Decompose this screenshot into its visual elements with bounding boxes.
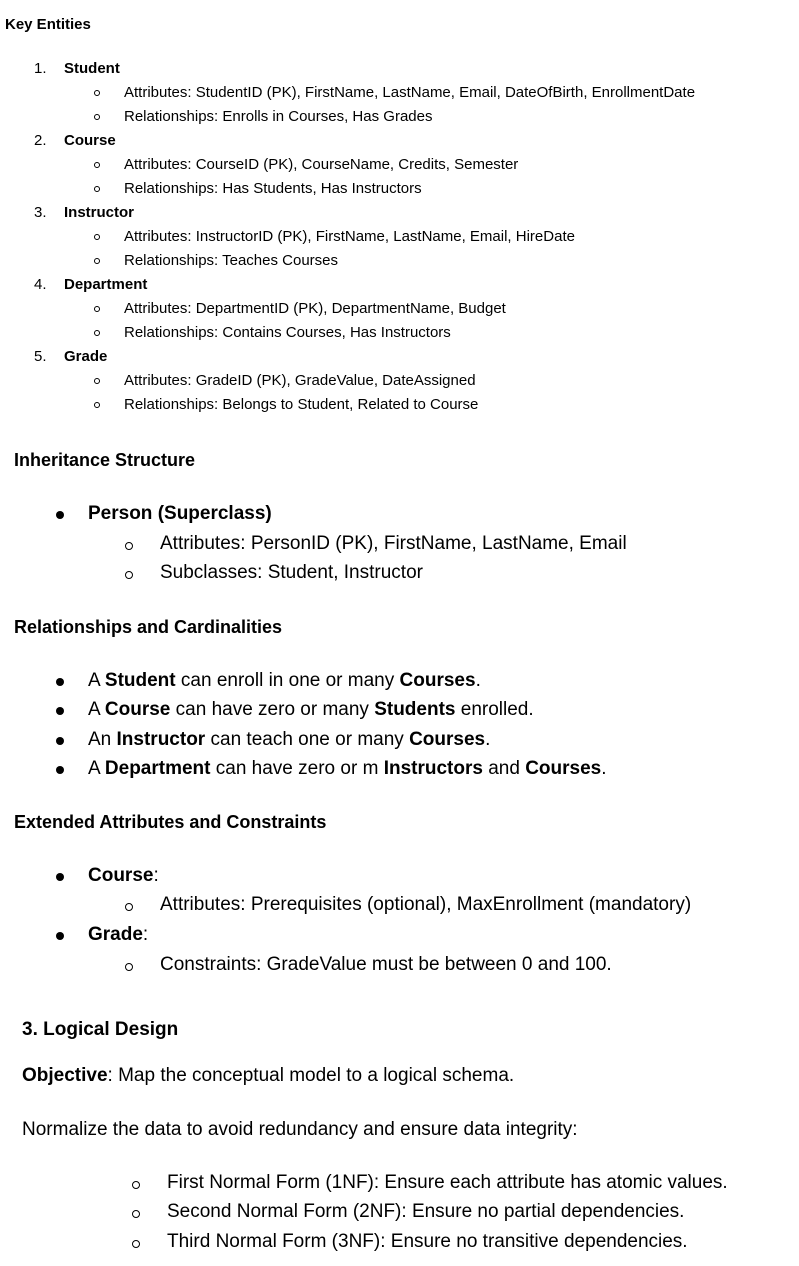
entity-number: 1.: [34, 60, 47, 77]
entity-name-department: Department: [64, 276, 148, 293]
hollow-bullet-icon: [94, 90, 100, 96]
filled-bullet-icon: [56, 707, 64, 715]
hollow-bullet-icon: [94, 162, 100, 168]
filled-bullet-icon: [56, 873, 64, 881]
entity-number: 3.: [34, 204, 47, 221]
entity-number: 5.: [34, 348, 47, 365]
hollow-bullet-icon: [94, 234, 100, 240]
relationship-item: A Course can have zero or many Students enrolled.: [88, 699, 534, 720]
key-entities-heading: Key Entities: [5, 16, 91, 33]
hollow-bullet-icon: [94, 330, 100, 336]
entity-relationships: Relationships: Belongs to Student, Related to Course: [124, 396, 479, 413]
hollow-bullet-icon: [132, 1181, 140, 1189]
hollow-bullet-icon: [94, 186, 100, 192]
hollow-bullet-icon: [94, 378, 100, 384]
relationship-item: An Instructor can teach one or many Courses.: [88, 729, 491, 750]
superclass-name: Person (Superclass): [88, 503, 272, 524]
normal-form-3nf: Third Normal Form (3NF): Ensure no transitive dependencies.: [167, 1231, 688, 1252]
entity-name-course: Course: [64, 132, 116, 149]
relationship-item: A Department can have zero or m Instructors and Courses.: [88, 758, 607, 779]
entity-relationships: Relationships: Has Students, Has Instructors: [124, 180, 422, 197]
normal-form-1nf: First Normal Form (1NF): Ensure each attribute has atomic values.: [167, 1172, 728, 1193]
hollow-bullet-icon: [94, 258, 100, 264]
extended-grade: Grade:: [88, 924, 149, 945]
filled-bullet-icon: [56, 511, 64, 519]
extended-course-attributes: Attributes: Prerequisites (optional), MaxEnrollment (mandatory): [160, 894, 692, 915]
subclasses: Subclasses: Student, Instructor: [160, 562, 423, 583]
normalize-line: Normalize the data to avoid redundancy and ensure data integrity:: [22, 1119, 578, 1140]
superclass-attributes: Attributes: PersonID (PK), FirstName, LastName, Email: [160, 533, 627, 554]
entity-attributes: Attributes: InstructorID (PK), FirstName, LastName, Email, HireDate: [124, 228, 575, 245]
entity-number: 4.: [34, 276, 47, 293]
entity-relationships: Relationships: Contains Courses, Has Instructors: [124, 324, 451, 341]
entity-relationships: Relationships: Enrolls in Courses, Has Grades: [124, 108, 433, 125]
filled-bullet-icon: [56, 932, 64, 940]
hollow-bullet-icon: [125, 963, 133, 971]
hollow-bullet-icon: [125, 571, 133, 579]
entity-attributes: Attributes: DepartmentID (PK), DepartmentName, Budget: [124, 300, 506, 317]
entity-name-instructor: Instructor: [64, 204, 135, 221]
hollow-bullet-icon: [132, 1210, 140, 1218]
extended-grade-constraint: Constraints: GradeValue must be between 0 and 100.: [160, 954, 612, 975]
relationships-heading: Relationships and Cardinalities: [14, 617, 283, 637]
hollow-bullet-icon: [94, 306, 100, 312]
hollow-bullet-icon: [94, 114, 100, 120]
normal-form-2nf: Second Normal Form (2NF): Ensure no partial dependencies.: [167, 1201, 685, 1222]
entity-attributes: Attributes: StudentID (PK), FirstName, LastName, Email, DateOfBirth, EnrollmentDate: [124, 84, 696, 101]
entity-relationships: Relationships: Teaches Courses: [124, 252, 339, 269]
entity-attributes: Attributes: CourseID (PK), CourseName, Credits, Semester: [124, 156, 519, 173]
objective-line: Objective: Map the conceptual model to a logical schema.: [22, 1065, 515, 1086]
extended-heading: Extended Attributes and Constraints: [14, 812, 327, 832]
entity-name-grade: Grade: [64, 348, 108, 365]
logical-design-heading: 3. Logical Design: [22, 1019, 179, 1040]
hollow-bullet-icon: [125, 542, 133, 550]
hollow-bullet-icon: [125, 903, 133, 911]
filled-bullet-icon: [56, 766, 64, 774]
inheritance-heading: Inheritance Structure: [14, 450, 196, 470]
entity-attributes: Attributes: GradeID (PK), GradeValue, DateAssigned: [124, 372, 476, 389]
relationship-item: A Student can enroll in one or many Courses.: [88, 670, 481, 691]
extended-course: Course:: [88, 865, 159, 886]
filled-bullet-icon: [56, 737, 64, 745]
hollow-bullet-icon: [132, 1240, 140, 1248]
entity-name-student: Student: [64, 60, 120, 77]
entity-number: 2.: [34, 132, 47, 149]
filled-bullet-icon: [56, 678, 64, 686]
hollow-bullet-icon: [94, 402, 100, 408]
